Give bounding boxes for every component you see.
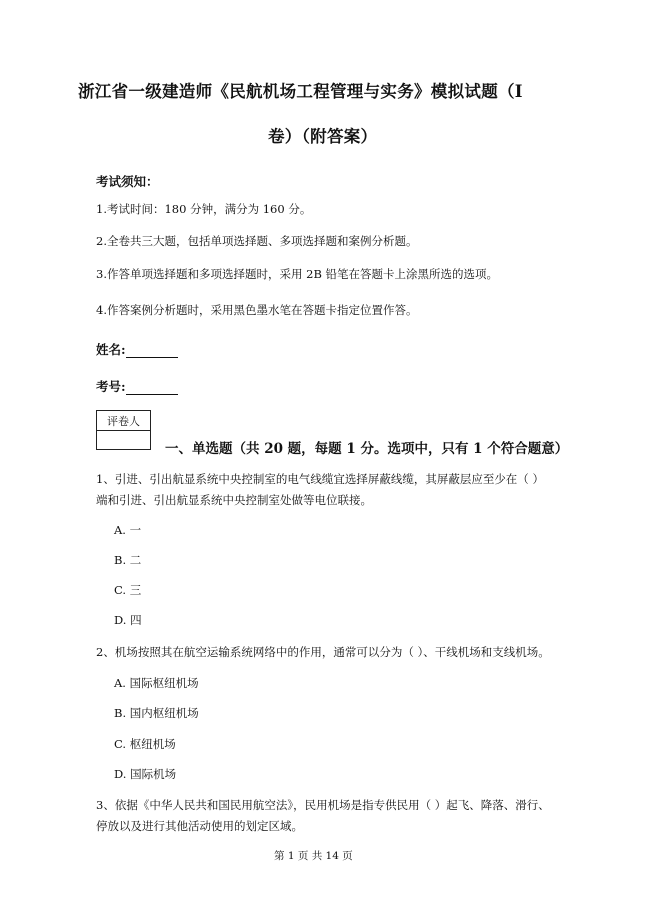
question-3-line-1: 3、依据《中华人民共和国民用航空法》，民用机场是指专供民用（ ）起飞、降落、滑行、 — [96, 798, 550, 812]
instruction-item-4: 4.作答案例分析题时，采用黑色墨水笔在答题卡指定位置作答。 — [96, 303, 418, 317]
title-line-1: 浙江省一级建造师《民航机场工程管理与实务》模拟试题（I — [78, 82, 523, 101]
id-label: 考号: — [96, 379, 126, 394]
question-3-line-2: 停放以及进行其他活动使用的划定区域。 — [96, 819, 303, 833]
question-1-option-d: D. 四 — [114, 613, 142, 627]
name-label: 姓名: — [96, 342, 126, 357]
grader-box — [96, 410, 151, 450]
question-1-line-1: 1、引进、引出航显系统中央控制室的电气线缆宜选择屏蔽线缆，其屏蔽层应至少在（ ） — [96, 472, 544, 486]
question-2-line-1: 2、机场按照其在航空运输系统网络中的作用，通常可以分为（ ）、干线机场和支线机场。 — [96, 645, 550, 659]
instruction-item-3: 3.作答单项选择题和多项选择题时，采用 2B 铅笔在答题卡上涂黑所选的选项。 — [96, 267, 499, 281]
name-field — [96, 340, 178, 358]
grader-box-label: 评卷人 — [107, 415, 140, 428]
question-1-option-b: B. 二 — [114, 553, 142, 567]
question-2-option-d: D. 国际机场 — [114, 767, 177, 781]
instruction-item-1: 1.考试时间：180 分钟，满分为 160 分。 — [96, 202, 312, 216]
instruction-item-2: 2.全卷共三大题，包括单项选择题、多项选择题和案例分析题。 — [96, 234, 418, 248]
name-blank — [126, 345, 178, 358]
instructions-heading: 考试须知： — [96, 174, 159, 189]
id-blank — [126, 382, 178, 395]
question-1-option-c: C. 三 — [114, 583, 142, 597]
question-2-option-a: A. 国际枢纽机场 — [114, 676, 199, 690]
question-2-option-b: B. 国内枢纽机场 — [114, 706, 199, 720]
question-1-option-a: A. 一 — [114, 523, 142, 537]
question-2-option-c: C. 枢纽机场 — [114, 737, 176, 751]
section-heading: 一、单选题（共 20 题，每题 1 分。选项中，只有 1 个符合题意） — [165, 441, 569, 457]
grader-box-divider — [97, 430, 150, 431]
question-1-line-2: 端和引进、引出航显系统中央控制室处做等电位联接。 — [96, 493, 372, 507]
title-line-2: 卷）（附答案） — [268, 127, 378, 146]
page-footer: 第 1 页 共 14 页 — [274, 850, 353, 862]
id-field — [96, 377, 178, 395]
